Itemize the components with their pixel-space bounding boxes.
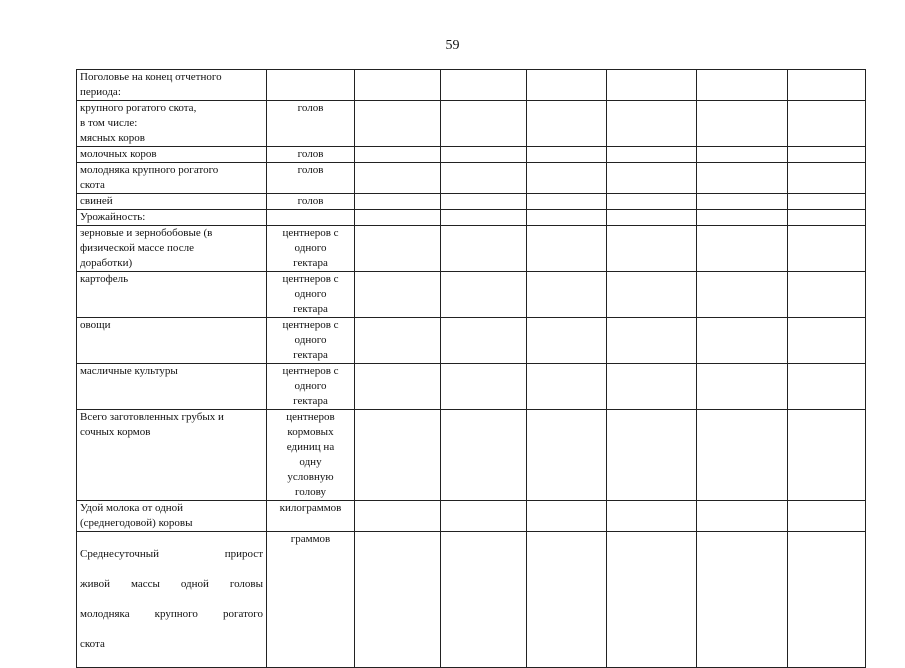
indicator-line: живой массы одной головы [80,578,263,590]
unit-cell [267,210,355,226]
value-cell[interactable] [788,501,866,532]
indicator-cell: молочных коров [77,147,267,163]
indicators-table [76,69,866,668]
value-cell[interactable] [355,147,441,163]
value-cell[interactable] [441,194,527,210]
table-row [77,501,866,532]
table-row [77,70,866,101]
value-cell[interactable] [607,101,697,147]
table-row [77,410,866,501]
table-row [77,318,866,364]
indicator-cell: зерновые и зернобобовые (в физической массе после доработки) [77,226,267,272]
table-row [77,210,866,226]
indicator-cell: Удой молока от одной (среднегодовой) коровы [77,501,267,532]
value-cell[interactable] [527,163,607,194]
value-cell[interactable] [697,532,788,668]
value-cell[interactable] [788,226,866,272]
indicator-line: Среднесуточный прирост [80,548,263,560]
value-cell[interactable] [355,210,441,226]
value-cell[interactable] [607,163,697,194]
indicator-cell: молодняка крупного рогатого скота [77,163,267,194]
value-cell[interactable] [607,532,697,668]
value-cell[interactable] [441,147,527,163]
value-cell[interactable] [788,410,866,501]
value-cell[interactable] [527,532,607,668]
value-cell[interactable] [355,101,441,147]
value-cell[interactable] [527,272,607,318]
unit-cell: центнеров с одного гектара [267,226,355,272]
value-cell[interactable] [697,147,788,163]
value-cell[interactable] [441,163,527,194]
value-cell[interactable] [527,410,607,501]
value-cell[interactable] [788,101,866,147]
value-cell[interactable] [788,364,866,410]
value-cell[interactable] [607,364,697,410]
value-cell[interactable] [441,501,527,532]
value-cell[interactable] [355,163,441,194]
value-cell[interactable] [607,147,697,163]
unit-cell: центнеров с одного гектара [267,318,355,364]
value-cell[interactable] [788,210,866,226]
table-row [77,226,866,272]
value-cell[interactable] [527,147,607,163]
unit-cell: голов [267,194,355,210]
value-cell[interactable] [441,101,527,147]
unit-cell: центнеров с одного гектара [267,272,355,318]
value-cell[interactable] [441,318,527,364]
indicator-cell [77,532,267,668]
value-cell[interactable] [697,101,788,147]
value-cell[interactable] [788,147,866,163]
value-cell[interactable] [697,210,788,226]
value-cell[interactable] [527,210,607,226]
value-cell[interactable] [355,532,441,668]
value-cell[interactable] [697,194,788,210]
table-row [77,364,866,410]
unit-cell: голов [267,163,355,194]
value-cell[interactable] [697,163,788,194]
value-cell[interactable] [527,70,607,101]
value-cell[interactable] [441,532,527,668]
table-row [77,101,866,147]
indicator-line: молодняка крупного рогатого [80,608,263,620]
unit-cell: граммов [267,532,355,668]
value-cell[interactable] [607,194,697,210]
indicator-cell: картофель [77,272,267,318]
indicator-cell: Всего заготовленных грубых и сочных кормов [77,410,267,501]
indicator-cell: Поголовье на конец отчетного периода: [77,70,267,101]
value-cell[interactable] [441,272,527,318]
table-row [77,194,866,210]
value-cell[interactable] [527,364,607,410]
page-number: 59 [445,38,460,53]
value-cell[interactable] [441,226,527,272]
indicator-cell: Урожайность: [77,210,267,226]
value-cell[interactable] [355,318,441,364]
value-cell[interactable] [355,70,441,101]
unit-cell: центнеров с одного гектара [267,364,355,410]
indicator-cell: овощи [77,318,267,364]
value-cell[interactable] [355,410,441,501]
value-cell[interactable] [788,272,866,318]
value-cell[interactable] [355,272,441,318]
unit-cell [267,70,355,101]
value-cell[interactable] [527,101,607,147]
value-cell[interactable] [697,501,788,532]
value-cell[interactable] [607,226,697,272]
table-row [77,272,866,318]
value-cell[interactable] [607,501,697,532]
value-cell[interactable] [527,194,607,210]
value-cell[interactable] [788,163,866,194]
value-cell[interactable] [697,226,788,272]
value-cell[interactable] [607,70,697,101]
value-cell[interactable] [607,272,697,318]
value-cell[interactable] [355,194,441,210]
value-cell[interactable] [527,501,607,532]
value-cell[interactable] [788,194,866,210]
value-cell[interactable] [355,226,441,272]
table-row [77,163,866,194]
value-cell[interactable] [697,318,788,364]
value-cell[interactable] [527,226,607,272]
value-cell[interactable] [697,410,788,501]
value-cell[interactable] [697,364,788,410]
value-cell[interactable] [527,318,607,364]
value-cell[interactable] [441,70,527,101]
value-cell[interactable] [697,272,788,318]
value-cell[interactable] [355,364,441,410]
unit-cell: голов [267,101,355,147]
unit-cell: центнеров кормовых единиц на одну условную голову [267,410,355,501]
table-row [77,532,866,668]
value-cell[interactable] [441,364,527,410]
value-cell[interactable] [355,501,441,532]
value-cell[interactable] [607,210,697,226]
value-cell[interactable] [441,410,527,501]
value-cell[interactable] [788,532,866,668]
value-cell[interactable] [607,318,697,364]
table-row [77,147,866,163]
indicator-cell: свиней [77,194,267,210]
unit-cell: голов [267,147,355,163]
unit-cell: килограммов [267,501,355,532]
value-cell[interactable] [607,410,697,501]
indicator-cell: крупного рогатого скота, в том числе: мясных коров [77,101,267,147]
indicator-cell: масличные культуры [77,364,267,410]
value-cell[interactable] [441,210,527,226]
indicator-line: скота [80,638,105,650]
value-cell[interactable] [788,318,866,364]
value-cell[interactable] [788,70,866,101]
value-cell[interactable] [697,70,788,101]
